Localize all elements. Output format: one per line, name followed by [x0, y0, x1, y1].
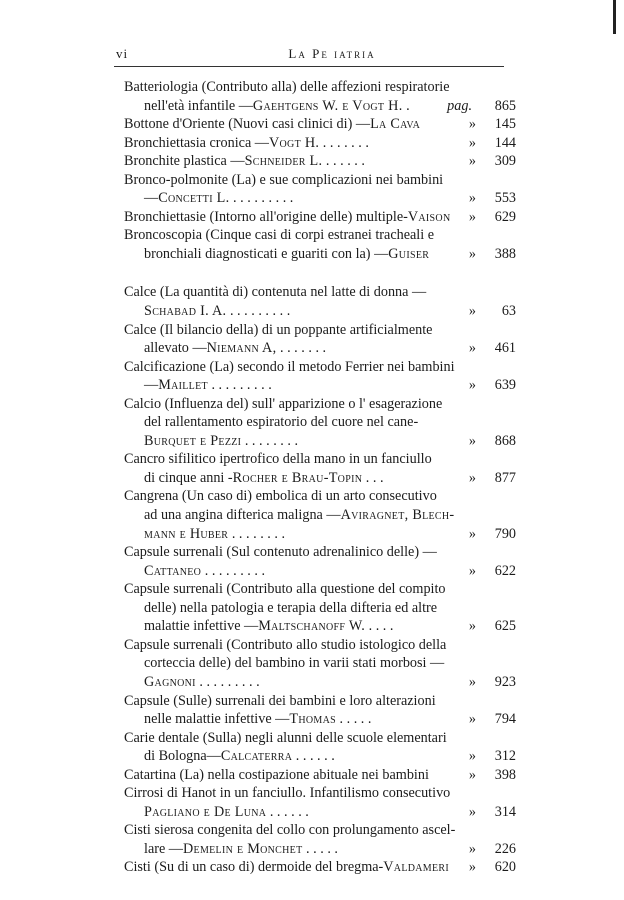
entry-author: Thomas: [289, 711, 336, 728]
entry-ref: »: [468, 432, 476, 449]
index-entry: [124, 543, 516, 580]
entry-dots: . . . . . .: [269, 803, 309, 820]
entry-dots: . . . . . .: [325, 153, 365, 170]
entry-ref: »: [468, 245, 476, 262]
entry-page: 923: [494, 673, 516, 690]
entry-page: 145: [494, 116, 516, 133]
index-entry: [124, 152, 516, 171]
entry-author: Gagnoni: [144, 673, 196, 690]
entry-page: 63: [501, 303, 516, 320]
entry-dots: . . . . . . . . .: [229, 303, 291, 320]
entry-ref: »: [468, 190, 476, 207]
entry-author: Demelin e Monchet: [183, 840, 303, 857]
entry-text: Cirrosi di Hanot in un fanciullo. Infantilismo consecutivo: [124, 785, 451, 802]
index-entry: [124, 78, 516, 115]
entry-author: Vogt H.: [268, 134, 320, 151]
index-entry: [124, 450, 516, 487]
entry-ref: »: [468, 562, 476, 579]
entry-ref: »: [468, 340, 476, 357]
entry-text: Capsule surrenali (Contributo allo studio istologico della: [124, 636, 447, 653]
entry-text: Cisti sierosa congenita del collo con prolungamento ascel-: [124, 822, 456, 839]
entry-page: 865: [494, 97, 516, 114]
header-rule: [114, 66, 504, 67]
entry-page: 388: [494, 245, 516, 262]
entry-page: 553: [494, 190, 516, 207]
index-entry: [124, 580, 516, 636]
entry-text: nell'età infantile —: [144, 97, 253, 114]
entry-page: 877: [494, 469, 516, 486]
entry-page: 639: [494, 377, 516, 394]
entry-text: Broncoscopia (Cinque casi di corpi estranei tracheali e: [124, 227, 435, 244]
entry-ref: »: [468, 208, 476, 225]
entry-text: Batteriologia (Contributo alla) delle affezioni respiratorie: [124, 79, 450, 95]
entry-author: Concetti L.: [158, 190, 230, 207]
entry-ref: »: [468, 303, 476, 320]
page-edge-mark: [613, 0, 616, 34]
entry-text: bronchiali diagnosticati e guariti con la) —: [144, 245, 389, 262]
entry-page: 620: [494, 859, 516, 876]
entry-text: Catartina (La) nella costipazione abituale nei bambini: [124, 766, 429, 783]
entry-text: corteccia delle) del bambino in varii stati morbosi —: [144, 655, 445, 672]
entry-text: di cinque anni -: [144, 469, 233, 486]
index-entry: [124, 395, 516, 451]
entry-author: Rocher e Brau-Topin: [232, 469, 363, 486]
index-entry: [124, 134, 516, 153]
entry-dots: .: [406, 97, 410, 114]
index-entry: [124, 784, 516, 821]
entry-author: Schabad I. A.: [144, 303, 227, 320]
entry-text: Calce (Il bilancio della) di un poppante artificialmente: [124, 321, 433, 338]
entry-ref: »: [468, 803, 476, 820]
entry-dots: . . . . . . . .: [231, 525, 286, 542]
entry-ref: »: [468, 469, 476, 486]
entry-text: nelle malattie infettive —: [144, 711, 290, 728]
index-entry: [124, 729, 516, 766]
entry-text: di Bologna—: [144, 748, 221, 765]
entry-ref: »: [468, 525, 476, 542]
entry-text: Cancro sifilitico ipertrofico della mano in un fanciullo: [124, 451, 432, 468]
page-folio: vi: [116, 46, 129, 61]
entry-text: Bronchite plastica —: [124, 153, 245, 170]
entry-dots: . . . . . .: [295, 748, 335, 765]
index-entry: [124, 226, 516, 263]
entry-ref: »: [468, 134, 476, 151]
index-entry: [124, 821, 516, 858]
index-entry: [124, 171, 516, 208]
index-entry: Cangrena (Un caso di) embolica di un arto consecutivo ad una angina difterica maligna — Aviragnet, Blech- mann e Huber . . . . . . . . » 790: [124, 488, 516, 542]
entry-page: 314: [494, 803, 516, 820]
entry-dots: . . . . . . .: [322, 134, 369, 151]
entry-page: 144: [494, 134, 516, 151]
entry-ref: »: [468, 673, 476, 690]
entry-author: Maillet: [158, 377, 208, 394]
entry-ref: »: [468, 748, 476, 765]
entry-page: 398: [494, 766, 516, 783]
entry-text: Carie dentale (Sulla) negli alunni delle scuole elementari: [124, 729, 447, 746]
index-entry: [124, 208, 516, 227]
entry-text: allevato —: [144, 340, 207, 357]
entry-text: Calcio (Influenza del) sull' apparizione o l' esagerazione: [124, 395, 443, 412]
entry-ref: »: [468, 766, 476, 783]
index-entry: [124, 115, 516, 134]
entry-text: ad una angina difterica maligna —: [144, 507, 341, 524]
entry-text: malattie infettive —: [144, 618, 259, 635]
entry-text: Capsule surrenali (Contributo alla questione del compito: [124, 581, 446, 598]
entry-text: Capsule (Sulle) surrenali dei bambini e loro alterazioni: [124, 692, 436, 709]
entry-author: Guiser: [388, 245, 430, 262]
entry-author: La Cava: [370, 116, 421, 133]
entry-author: Valdameri: [383, 859, 449, 876]
index-entry: [124, 636, 516, 692]
entry-page: 622: [494, 562, 516, 579]
entry-page: 461: [494, 340, 516, 357]
entry-author: Schneider L.: [244, 153, 323, 170]
entry-text: Calce (La quantità di) contenuta nel latte di donna —: [124, 284, 427, 301]
index-entry: [124, 283, 516, 320]
entry-dots: . . . . . . .: [279, 340, 327, 357]
entry-dots: . . .: [365, 469, 384, 486]
entry-text: delle) nella patologia e terapia della difteria ed altre: [144, 599, 438, 616]
entry-text: Cisti (Su di un caso di) dermoide del bregma-: [124, 859, 384, 876]
index-entry: [124, 766, 516, 785]
entry-text: del rallentamento espiratorio del cuore nel cane-: [144, 414, 419, 431]
entry-text: lare —: [144, 840, 183, 857]
entry-author: Cattaneo: [144, 562, 202, 579]
entry-author: Vaison: [407, 208, 451, 225]
index-entry: [124, 321, 516, 358]
entry-page: 309: [494, 153, 516, 170]
entry-text: —: [144, 190, 159, 207]
entry-page: 625: [494, 618, 516, 635]
entry-author: Gaehtgens W. e Vogt H.: [252, 97, 403, 114]
entry-page: 868: [494, 432, 516, 449]
entry-author: Pagliano e De Luna: [144, 803, 267, 820]
entry-text: Cangrena (Un caso di) embolica di un arto consecutivo: [124, 488, 437, 505]
entry-author: Burquet e Pezzi: [144, 432, 242, 449]
entry-text: Bronchiettasie (Intorno all'origine delle) multiple-: [124, 208, 408, 225]
entry-ref: »: [468, 116, 476, 133]
entry-dots: . . . .: [368, 618, 394, 635]
entry-ref: »: [468, 377, 476, 394]
entry-dots: . . . . . . . . .: [211, 377, 272, 394]
entry-dots: . . . . . . . . .: [233, 190, 294, 207]
entry-page: 794: [494, 711, 516, 728]
entry-page: 629: [494, 208, 516, 225]
page-header: [0, 44, 624, 64]
index-entry: [124, 692, 516, 729]
entry-page: 226: [494, 840, 516, 857]
entry-author: Calcaterra: [220, 748, 293, 765]
entry-ref: »: [468, 859, 476, 876]
entry-dots: . . . . .: [306, 840, 338, 857]
running-head: La Pe iatria: [288, 46, 376, 61]
entry-text: Bronco-polmonite (La) e sue complicazioni nei bambini: [124, 171, 444, 188]
entry-page: 790: [494, 525, 516, 542]
index-entry: [124, 858, 516, 877]
entry-author: Maltschanoff W.: [258, 618, 366, 635]
index-entries: [124, 78, 516, 877]
entry-dots: . . . . . . . . .: [204, 562, 266, 579]
entry-ref: »: [468, 618, 476, 635]
entry-ref: »: [468, 840, 476, 857]
entry-page: 312: [494, 748, 516, 765]
entry-author: Niemann A,: [206, 340, 277, 357]
entry-text: —: [144, 377, 159, 394]
entry-text: Calcificazione (La) secondo il metodo Ferrier nei bambini: [124, 358, 455, 375]
entry-text: Bronchiettasia cronica —: [124, 134, 269, 151]
entry-text: Bottone d'Oriente (Nuovi casi clinici di) —: [124, 116, 371, 133]
entry-dots: . . . . . . . . .: [199, 673, 260, 690]
entry-ref: pag.: [447, 97, 472, 114]
entry-dots: . . . . . . . .: [244, 432, 299, 449]
entry-dots: . . . . .: [339, 711, 372, 728]
index-entry: [124, 358, 516, 395]
entry-ref: »: [468, 711, 476, 728]
entry-text: Capsule surrenali (Sul contenuto adrenalinico delle) —: [124, 544, 437, 561]
entry-ref: »: [468, 153, 476, 170]
